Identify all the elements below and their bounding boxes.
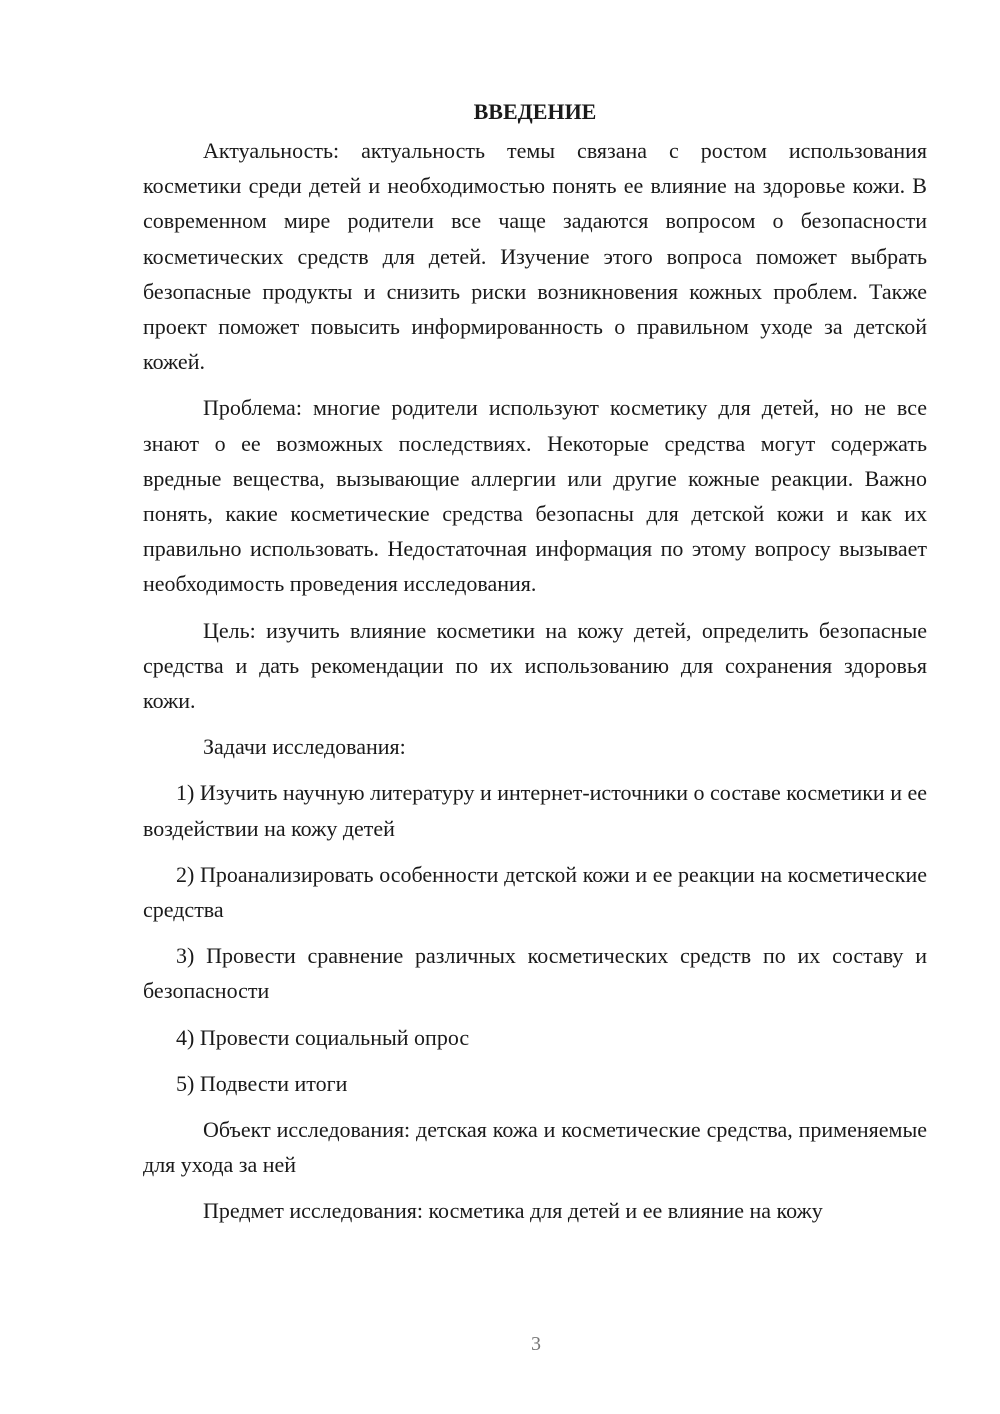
- page-number: 3: [531, 1333, 541, 1355]
- page-content: [143, 94, 927, 1240]
- section-title: ВВЕДЕНИЕ: [473, 99, 597, 124]
- object-paragraph: Объект исследования: детская кожа и косметические средства, применяемые для ухода за ней: [143, 1117, 927, 1178]
- task-item-3: 3) Провести сравнение различных косметических средств по их составу и безопасности: [143, 943, 927, 1004]
- tasks-heading: Задачи исследования:: [203, 734, 406, 760]
- task-item-5: 5) Подвести итоги: [176, 1070, 348, 1096]
- problem-paragraph: Проблема: многие родители используют косметику для детей, но не все знают о ее возможных последствиях. Некоторые средства могут содержать вредные вещества, вызывающие аллергии или другие кожные реакции. Важно понять, какие косметические средства безопасны для детской кожи и как их правильно использовать. Недостаточная информация по этому вопросу вызывает необходимость проведения исследования.: [143, 395, 927, 597]
- task-item-1: 1) Изучить научную литературу и интернет-источники о составе косметики и ее воздействии на кожу детей: [143, 780, 927, 841]
- relevance-paragraph: Актуальность: актуальность темы связана с ростом использования косметики среди детей и необходимостью понять ее влияние на здоровье кожи. В современном мире родители все чаще задаются вопросом о безопасности косметических средств для детей. Изучение этого вопроса поможет выбрать безопасные продукты и снизить риски возникновения кожных проблем. Также проект поможет повысить информированность о правильном уходе за детской кожей.: [143, 138, 927, 375]
- task-item-4: 4) Провести социальный опрос: [176, 1024, 470, 1050]
- goal-paragraph: Цель: изучить влияние косметики на кожу детей, определить безопасные средства и дать рекомендации по их использованию для сохранения здоровья кожи.: [143, 617, 927, 714]
- subject-paragraph: Предмет исследования: косметика для детей и ее влияние на кожу: [203, 1198, 823, 1224]
- task-item-2: 2) Проанализировать особенности детской кожи и ее реакции на косметические средства: [143, 861, 927, 923]
